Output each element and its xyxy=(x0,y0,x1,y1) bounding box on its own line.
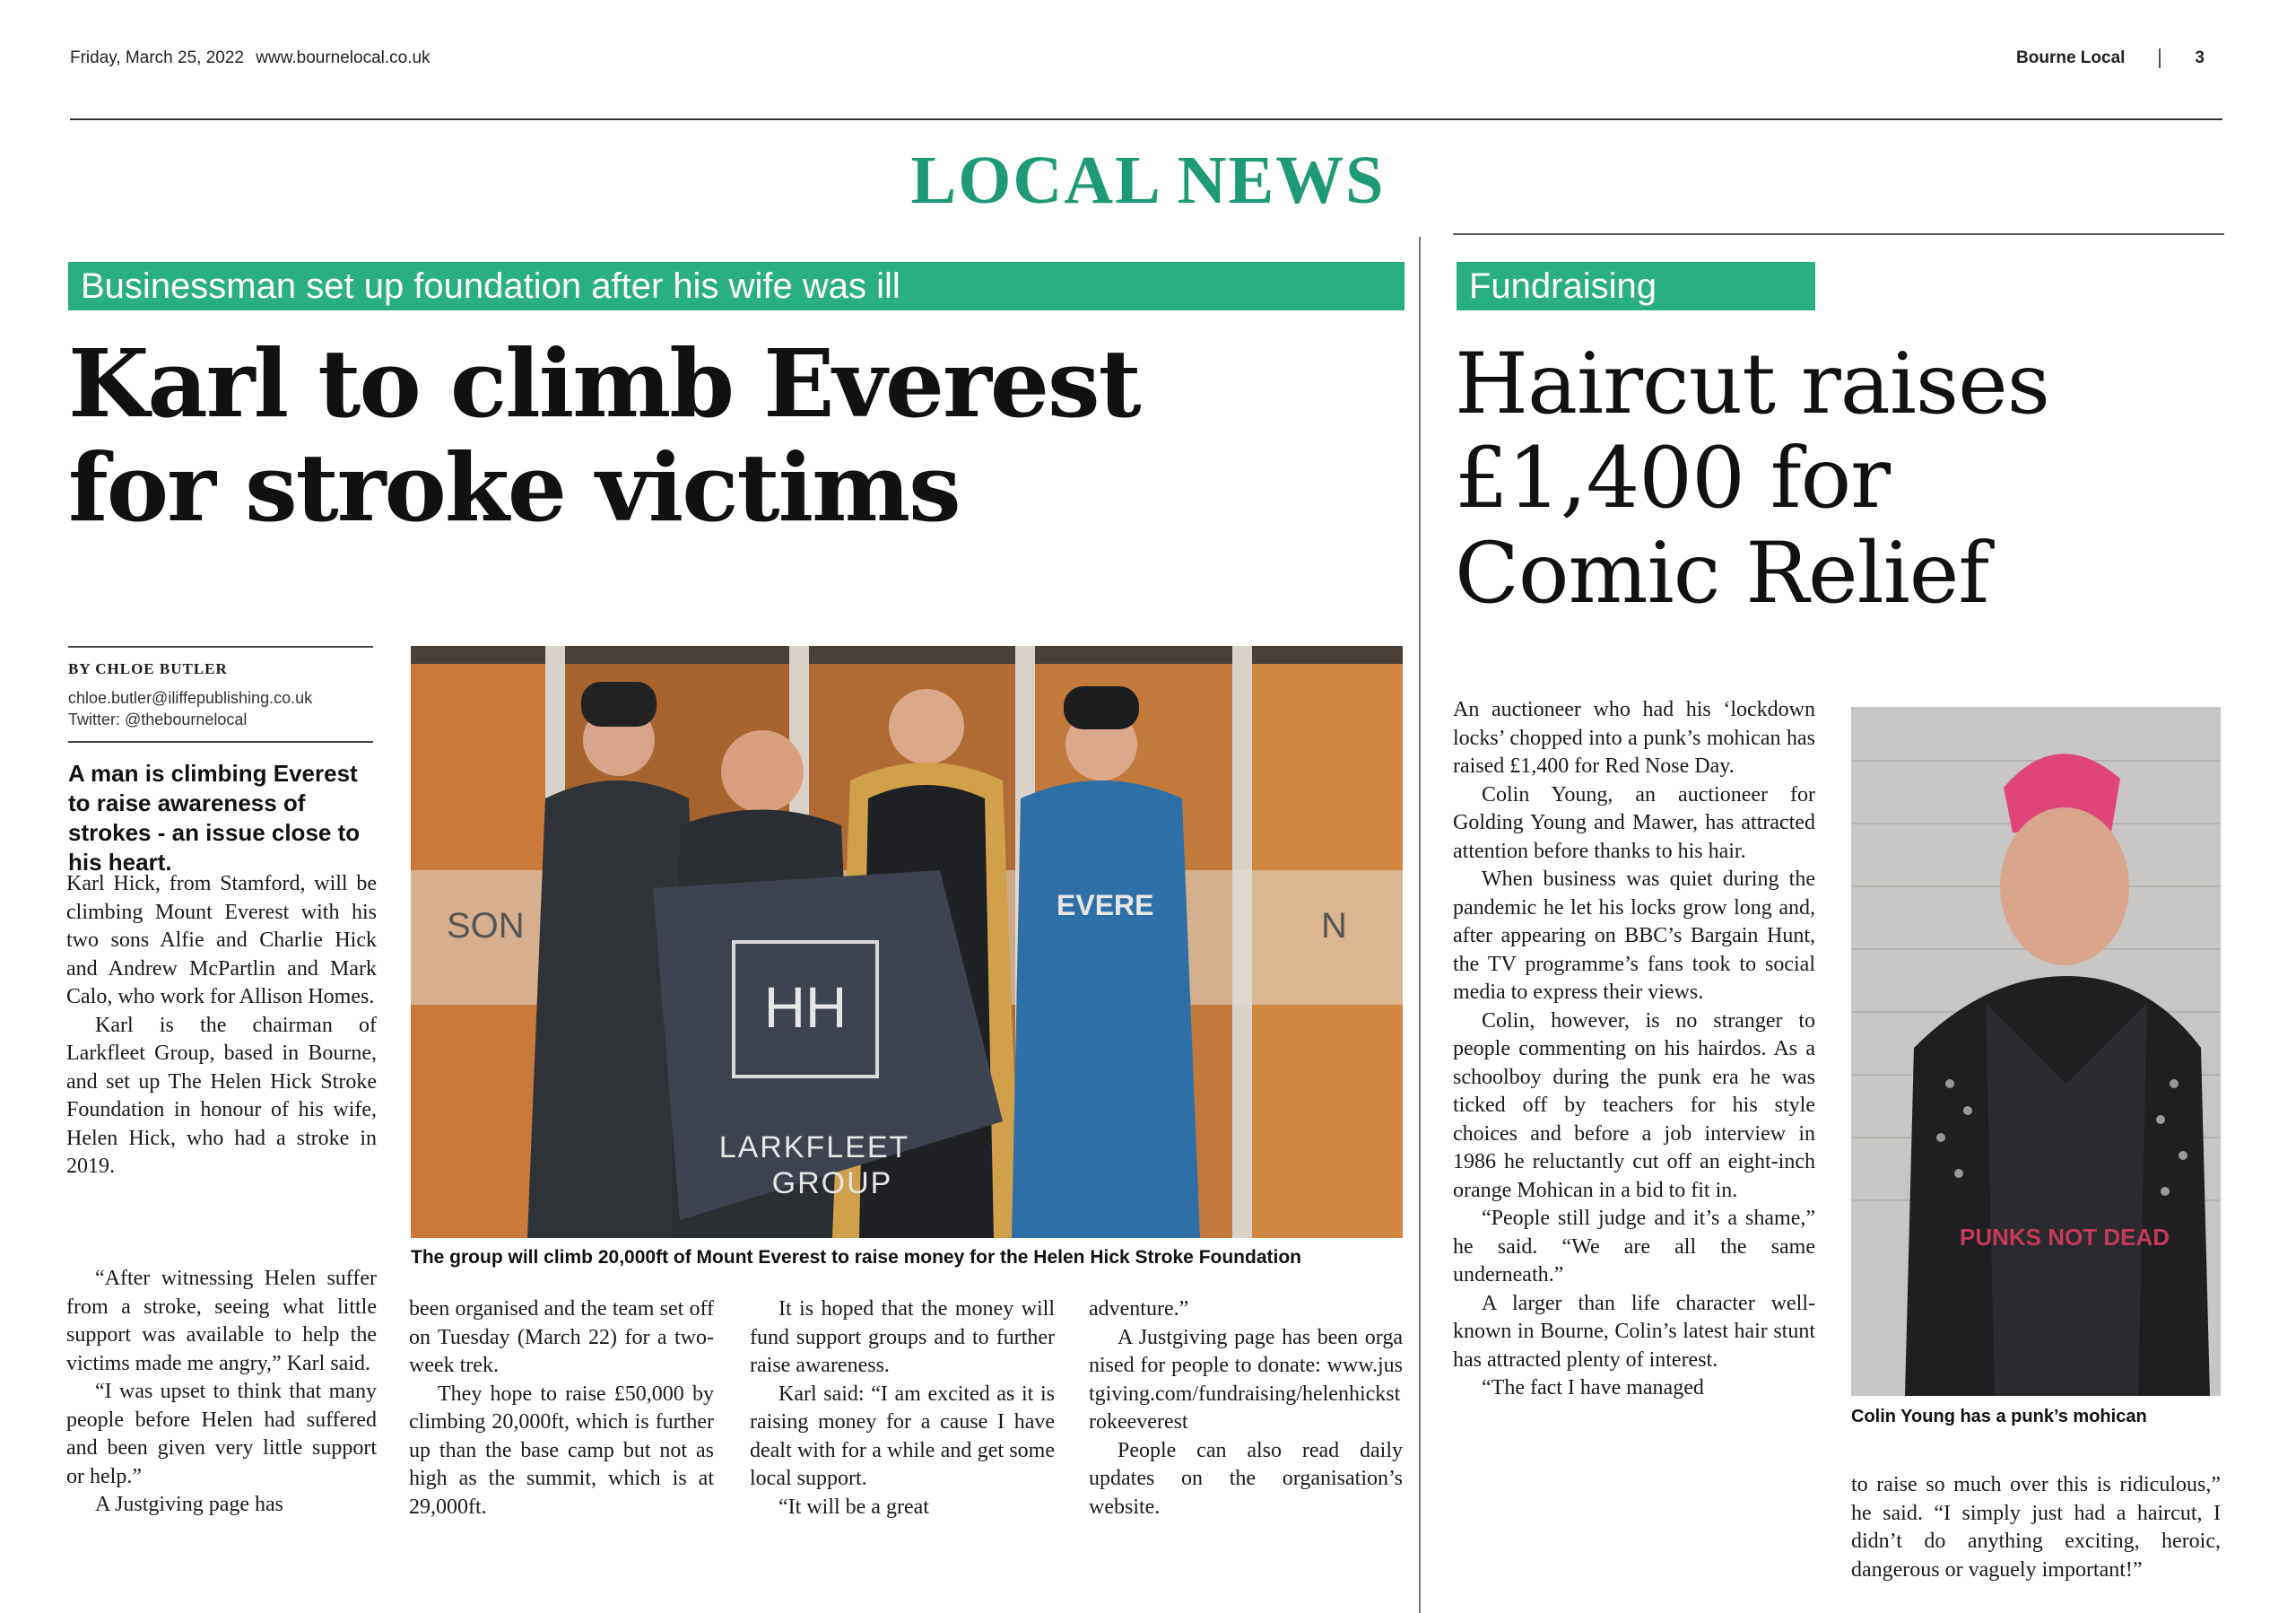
left-story-standfirst: A man is climbing Everest to raise awareness of strokes - an issue close to his heart. xyxy=(68,760,361,876)
right-story-column-1 xyxy=(1453,696,1815,1403)
paragraph: Colin, however, is no stranger to people commenting on his hairdos. As a schoolboy during the punk era he was ticked off by teachers for his style choices and before a job interview in 1986 he reluctantly cut off an eight-inch orange Mohican in a bid to fit in. xyxy=(1453,1008,1815,1202)
climbers-photo-illustration xyxy=(411,646,1403,1238)
right-story-kicker: Fundraising xyxy=(1457,262,1815,310)
paragraph: “I was upset to think that many people before Helen had suffered and been given very little support or help.” xyxy=(66,1380,377,1488)
paragraph: Karl is the chairman of Larkfleet Group, based in Bourne, and set up The Helen Hick Stroke Foundation in honour of his wife, Helen Hick, who had a stroke in 2019. xyxy=(66,1013,377,1178)
flag-text-line-2: GROUP xyxy=(771,1166,893,1200)
byline-author: BY CHLOE BUTLER xyxy=(68,660,228,677)
right-story-column-2 xyxy=(1851,1471,2221,1584)
header-separator xyxy=(2159,48,2161,68)
byline-rule-top xyxy=(68,646,373,648)
byline-email[interactable]: chloe.butler@iliffepublishing.co.uk xyxy=(68,689,313,707)
header-rule xyxy=(70,118,2222,120)
right-headline-line-3: Comic Relief xyxy=(1455,524,1989,623)
left-story-column-1 xyxy=(66,870,377,1181)
paragraph: People can also read daily updates on the organisation’s website. xyxy=(1089,1438,1403,1519)
paragraph: When business was quiet during the pandemic he let his locks grow long and, after appearing on BBC’s Bargain Hunt, the TV programme’s fans took to social media to express their views. xyxy=(1453,868,1815,1004)
flag-text-line-1: LARKFLEET xyxy=(718,1130,910,1164)
column-divider xyxy=(1419,237,1421,1613)
sign-text-left: SON xyxy=(447,906,525,946)
byline-twitter[interactable]: Twitter: @thebournelocal xyxy=(68,711,248,728)
left-story-column-2 xyxy=(409,1295,714,1521)
paragraph: A Justgiving page has xyxy=(95,1493,283,1516)
page-masthead xyxy=(2016,48,2205,68)
left-story-kicker: Businessman set up foundation after his wife was ill xyxy=(68,262,1405,310)
shirt-text: PUNKS NOT DEAD xyxy=(1959,1224,2170,1251)
left-headline-line-1: Karl to climb Everest xyxy=(68,328,1140,439)
right-story-headline xyxy=(1455,337,2262,621)
right-headline-line-1: Haircut raises xyxy=(1455,336,2050,433)
paragraph: “It will be a great xyxy=(778,1495,929,1519)
website-url[interactable]: www.bournelocal.co.uk xyxy=(256,48,430,67)
byline-rule-bottom xyxy=(68,741,373,743)
paragraph: been organised and the team set off on Tuesday (March 22) for a two-week trek. xyxy=(409,1297,714,1377)
left-story-headline xyxy=(68,328,1413,544)
paragraph: Colin Young, an auctioneer for Golding Young and Mawer, has attracted attention before thanks to his hair. xyxy=(1453,782,1815,863)
paragraph: They hope to raise £50,000 by climbing 20,000ft, which is further up than the base camp but not as high as the summit, which is at 29,000ft. xyxy=(409,1382,714,1519)
section-title: LOCAL NEWS xyxy=(910,143,1386,218)
flag-logo: HH xyxy=(763,975,848,1040)
sign-text-right: N xyxy=(1321,906,1347,946)
colin-young-photo xyxy=(1851,707,2221,1396)
paragraph: “The fact I have managed xyxy=(1482,1376,1704,1399)
paragraph: “People still judge and it’s a shame,” he said. “We are all the same underneath.” xyxy=(1453,1207,1815,1286)
paragraph: Karl said: “I am excited as it is raising money for a cause I have dealt with for a while and get some local support. xyxy=(750,1382,1055,1490)
climbers-photo-caption: The group will climb 20,000ft of Mount Everest to raise money for the Helen Hick Stroke Foundation xyxy=(411,1247,1301,1268)
left-story-column-1b xyxy=(66,1265,377,1520)
paragraph: to raise so much over this is ridiculous,” he said. “I simply just had a haircut, I didn’t do anything exciting, heroic, dangerous or vaguely important!” xyxy=(1851,1473,2221,1582)
right-headline-line-2: £1,400 for xyxy=(1455,430,1891,528)
colin-young-photo-illustration xyxy=(1851,707,2221,1396)
colin-young-photo-caption: Colin Young has a punk’s mohican xyxy=(1851,1407,2147,1426)
paragraph: Karl Hick, from Stamford, will be climbing Mount Everest with his two sons Alfie and Charlie Hick and Andrew McPartlin and Mark Calo, who work for Allison Homes. xyxy=(66,872,377,1008)
paper-name: Bourne Local xyxy=(2016,48,2126,67)
tshirt-text: EVERE xyxy=(1057,889,1154,921)
paragraph: “After witnessing Helen suffer from a stroke, seeing what little support was available to help the victims made me angry,” Karl said. xyxy=(66,1267,377,1375)
left-headline-line-2: for stroke victims xyxy=(68,432,960,544)
paragraph: An auctioneer who had his ‘lockdown locks’ chopped into a punk’s mohican has raised £1,400 for Red Nose Day. xyxy=(1453,698,1815,778)
paragraph: It is hoped that the money will fund support groups and to further raise awareness. xyxy=(750,1297,1055,1377)
climbers-photo xyxy=(411,646,1403,1238)
paragraph: A larger than life character well-known in Bourne, Colin’s latest hair stunt has attracted plenty of interest. xyxy=(1453,1291,1815,1372)
page-dateline xyxy=(70,48,430,68)
paragraph: adventure.” xyxy=(1089,1297,1189,1321)
left-story-column-4 xyxy=(1089,1295,1403,1521)
left-story-column-3 xyxy=(750,1295,1055,1521)
issue-date: Friday, March 25, 2022 xyxy=(70,48,244,67)
page-number: 3 xyxy=(2195,48,2205,67)
right-story-rule xyxy=(1453,233,2224,235)
paragraph: A Justgiving page has been organised for people to donate: www.justgiving.com/fundraising/helenhickstrokeeverest xyxy=(1089,1325,1403,1434)
